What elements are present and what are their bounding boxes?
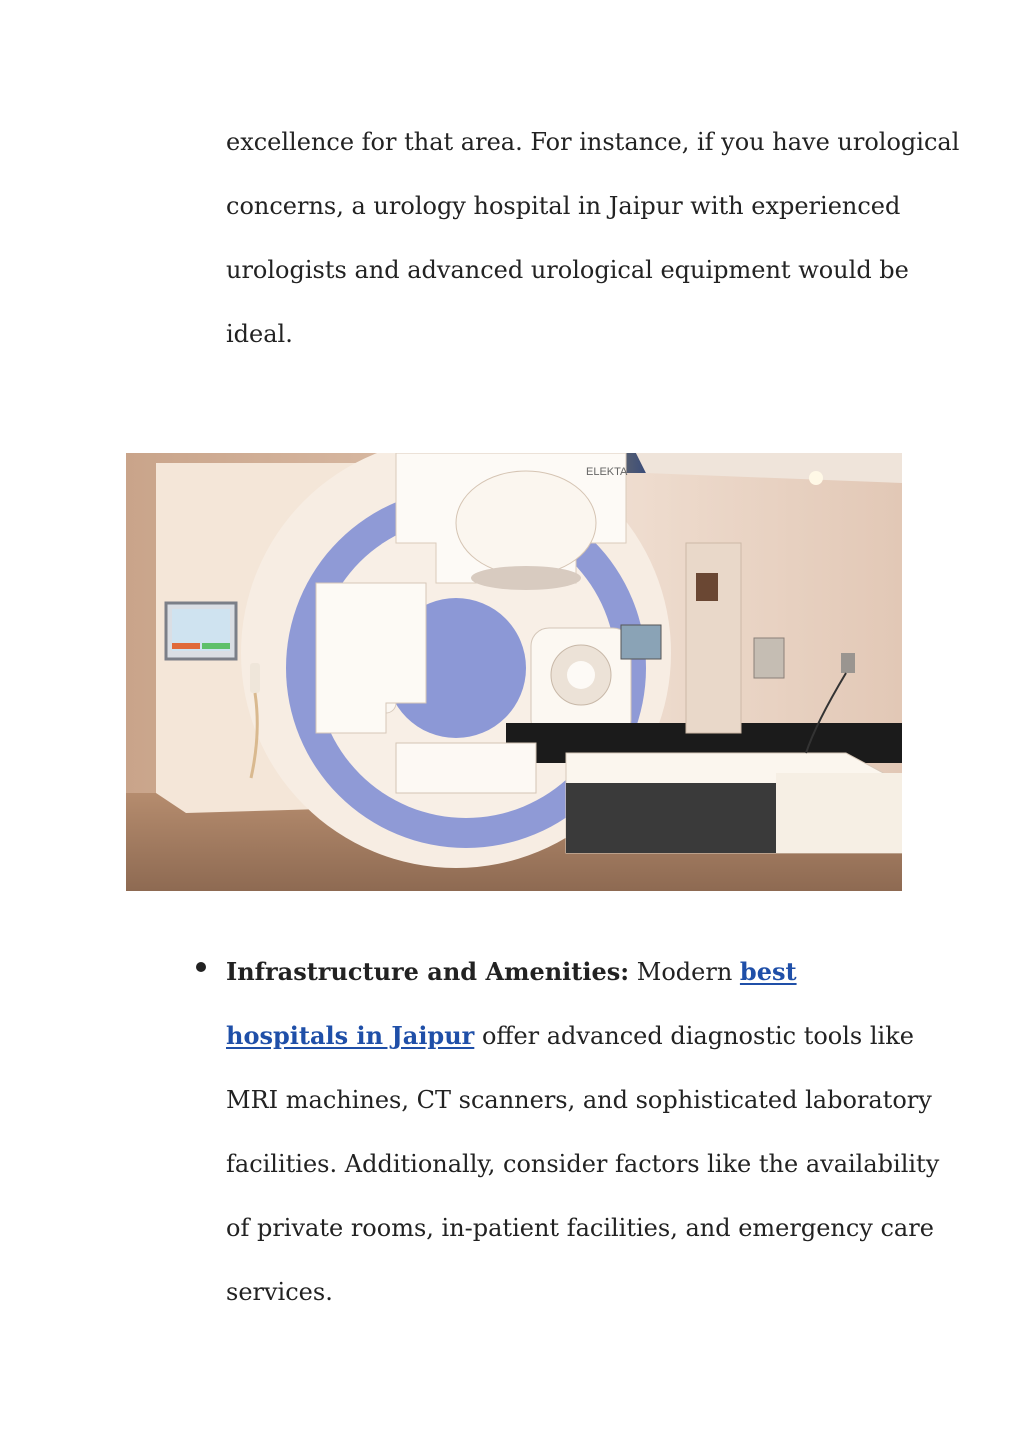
intro-line-1: excellence for that area. For instance, if you have urological — [226, 128, 960, 156]
bullet-text-before-link: Modern — [629, 958, 740, 986]
bullet-line-5: of private rooms, in-patient facilities, and emergency care — [226, 1214, 934, 1242]
bullet-line-3: MRI machines, CT scanners, and sophisticated laboratory — [226, 1086, 932, 1114]
radiotherapy-room-photo — [126, 453, 902, 891]
machine-label: ELEKTA — [586, 466, 628, 478]
bullet-heading: Infrastructure and Amenities: — [226, 957, 630, 986]
best-hospitals-link-part1[interactable]: best — [739, 957, 797, 986]
bullet-line-1 — [226, 940, 926, 1004]
intro-line-4: ideal. — [226, 320, 293, 348]
bullet-text-after-link: offer advanced diagnostic tools like — [474, 1022, 914, 1050]
bullet-point — [196, 962, 206, 972]
intro-line-2: concerns, a urology hospital in Jaipur with experienced — [226, 192, 901, 220]
best-hospitals-link-part2[interactable]: hospitals in Jaipur — [226, 1021, 475, 1050]
intro-line-3: urologists and advanced urological equipment would be — [226, 256, 909, 284]
intro-paragraph — [226, 110, 960, 366]
bullet-line-4: facilities. Additionally, consider factors like the availability — [226, 1150, 940, 1178]
bullet-line-6: services. — [226, 1278, 333, 1306]
bullet-paragraph — [226, 940, 940, 1324]
bullet-line-2 — [226, 1004, 926, 1068]
